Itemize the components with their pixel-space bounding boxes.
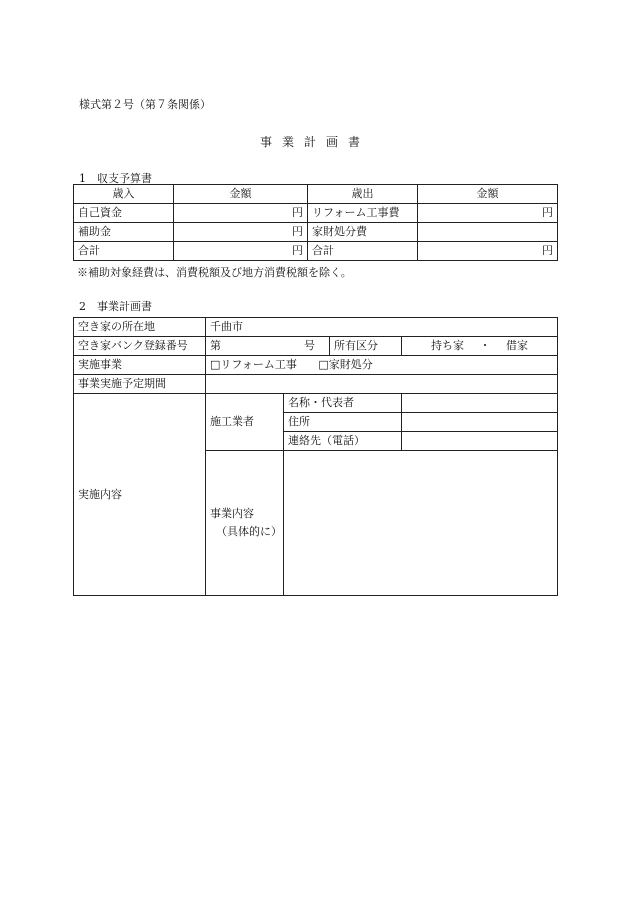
header-expense-amount: 金額 [418,185,558,204]
form-number: 様式第２号（第７条関係） [79,98,211,111]
expense-item: 合計 [308,242,418,261]
location-label: 空き家の所在地 [74,318,206,337]
contractor-address-field[interactable] [402,413,558,432]
expense-item: 家財処分費 [308,223,418,242]
contractor-contact-field[interactable] [402,432,558,451]
budget-table [73,184,558,261]
disposal-checkbox[interactable]: □家財処分 [318,358,373,371]
bank-number-label: 空き家バンク登録番号 [74,337,206,356]
income-item: 補助金 [74,223,174,242]
details-label-line2: （具体的に） [216,525,282,538]
contractor-name-label: 名称・代表者 [284,394,402,413]
location-field[interactable]: 千曲市 [206,318,558,337]
table-row [74,375,558,394]
budget-note: ※補助対象経費は、消費税額及び地方消費税額を除く。 [77,266,352,279]
budget-header-row [74,185,558,204]
plan-table [73,317,558,596]
period-field[interactable] [206,375,558,394]
contractor-name-field[interactable] [402,394,558,413]
ownership-separator: ・ [479,339,491,352]
expense-item: リフォーム工事費 [308,204,418,223]
table-row [74,223,558,242]
table-row [74,394,558,413]
content-label: 実施内容 [74,394,206,596]
table-row [74,318,558,337]
income-amount-field[interactable]: 円 [174,242,308,261]
header-expense: 歳出 [308,185,418,204]
table-row [74,242,558,261]
details-label [206,451,284,596]
header-income-amount: 金額 [174,185,308,204]
table-row [74,204,558,223]
contractor-contact-label: 連絡先（電話） [284,432,402,451]
bank-prefix: 第 [210,339,221,352]
income-amount-field[interactable]: 円 [174,223,308,242]
table-row [74,337,558,356]
project-field [206,356,558,375]
ownership-field[interactable] [402,337,558,356]
bank-suffix: 号 [304,339,315,352]
project-label: 実施事業 [74,356,206,375]
period-label: 事業実施予定期間 [74,375,206,394]
ownership-rented[interactable]: 借家 [506,339,528,352]
details-label-line1: 事業内容 [210,507,254,520]
income-item: 自己資金 [74,204,174,223]
ownership-label: 所有区分 [330,337,402,356]
table-row [74,356,558,375]
expense-amount-field[interactable]: 円 [418,204,558,223]
income-item: 合計 [74,242,174,261]
document-title: 事業計画書 [259,135,370,149]
section1-title: 1 収支予算書 [79,172,152,185]
reform-checkbox[interactable]: □リフォーム工事 [210,358,297,371]
bank-number-field[interactable] [206,337,330,356]
details-field[interactable] [284,451,558,596]
contractor-label: 施工業者 [206,394,284,451]
section2-title: 2 事業計画書 [79,300,152,313]
header-income: 歳入 [74,185,174,204]
expense-amount-field[interactable]: 円 [418,242,558,261]
income-amount-field[interactable]: 円 [174,204,308,223]
contractor-address-label: 住所 [284,413,402,432]
ownership-owned[interactable]: 持ち家 [431,339,464,352]
expense-amount-field[interactable] [418,223,558,242]
